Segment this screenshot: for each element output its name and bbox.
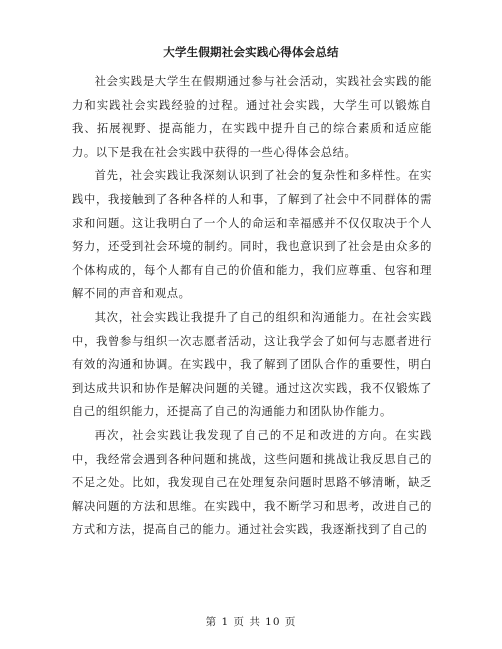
document-body (72, 70, 432, 542)
page-number-footer: 第 1 页 共 10 页 (205, 616, 297, 628)
paragraph-first: 首先，社会实践让我深刻认识到了社会的复杂性和多样性。在实践中，我接触到了各种各样的人和事，了解到了社会中不同群体的需求和问题。这让我明白了一个人的命运和幸福感并不仅仅取决于个人努力，还受到社会环境的制约。同时，我也意识到了社会是由众多的个体构成的，每个人都有自己的价值和能力，我们应尊重、包容和理解不同的声音和观点。 (72, 169, 432, 301)
paragraph-intro: 社会实践是大学生在假期通过参与社会活动，实践社会实践的能力和实践社会实践经验的过程。通过社会实践，大学生可以锻炼自我、拓展视野、提高能力，在实践中提升自己的综合素质和适应能力。以下是我在社会实践中获得的一些心得体会总结。 (72, 75, 432, 159)
paragraph-third: 再次，社会实践让我发现了自己的不足和改进的方向。在实践中，我经常会遇到各种问题和挑战，这些问题和挑战让我反思自己的不足之处。比如，我发现自己在处理复杂问题时思路不够清晰，缺乏解决问题的方法和思维。在实践中，我不断学习和思考，改进自己的方式和方法，提高自己的能力。通过社会实践，我逐渐找到了自己的 (72, 428, 432, 537)
document-title: 大学生假期社会实践心得体会总结 (163, 45, 339, 59)
paragraph-second: 其次，社会实践让我提升了自己的组织和沟通能力。在社会实践中，我曾参与组织一次志愿者活动，这让我学会了如何与志愿者进行有效的沟通和协调。在实践中，我了解到了团队合作的重要性，明白到达成共识和协作是解决问题的关键。通过这次实践，我不仅锻炼了自己的组织能力，还提高了自己的沟通能力和团队协作能力。 (72, 310, 432, 419)
